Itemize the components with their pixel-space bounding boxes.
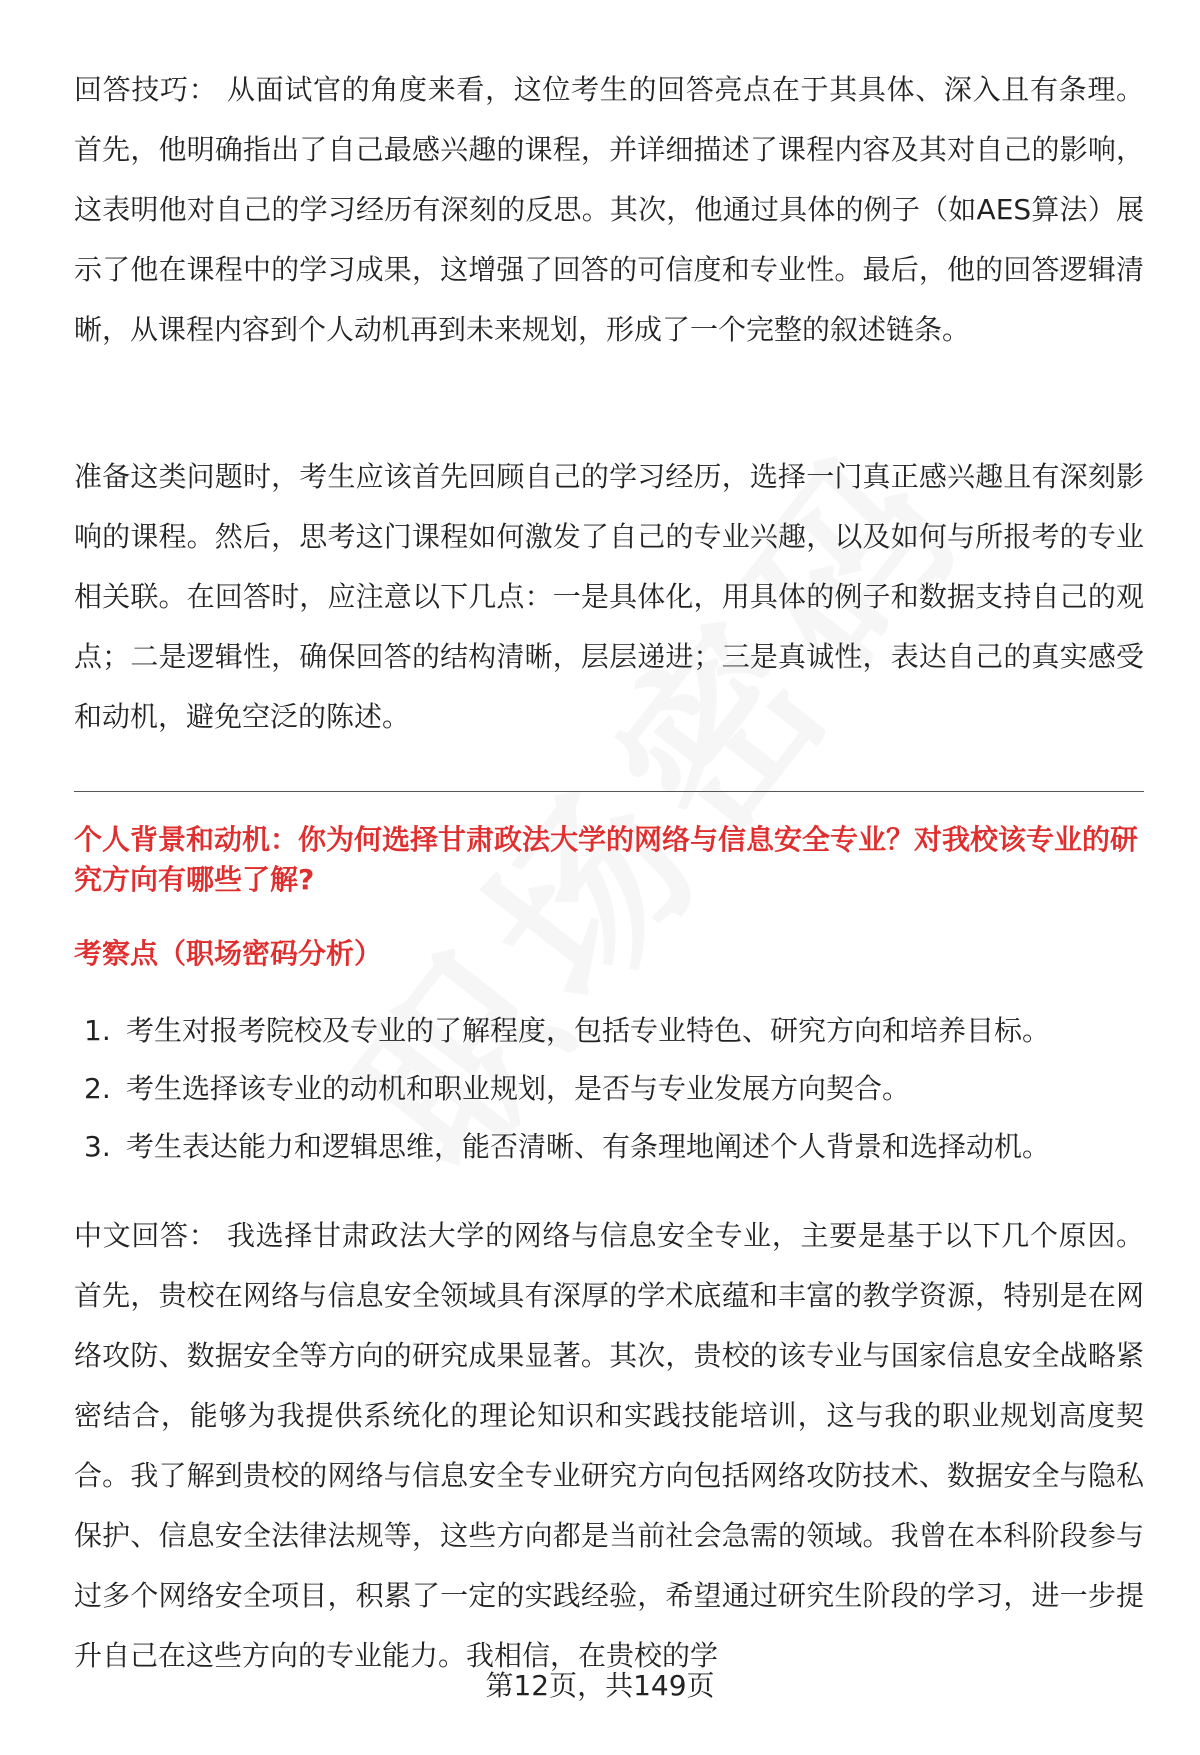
list-item-text: 考生对报考院校及专业的了解程度，包括专业特色、研究方向和培养目标。: [126, 1014, 1051, 1047]
question-heading: 个人背景和动机：你为何选择甘肃政法大学的网络与信息安全专业？对我校该专业的研究方向有哪些了解?: [74, 823, 1139, 896]
list-item: [74, 1118, 1144, 1176]
list-item-text: 考生选择该专业的动机和职业规划，是否与专业发展方向契合。: [126, 1072, 911, 1105]
analysis-heading: 考察点（职场密码分析）: [74, 937, 383, 970]
list-item-number: 3.: [84, 1130, 111, 1163]
list-item: [74, 1060, 1144, 1118]
page-number: 第12页，共149页: [485, 1669, 715, 1702]
list-item-number: 2.: [84, 1072, 111, 1105]
section-divider: [74, 791, 1144, 792]
analysis-points-list: [74, 1002, 1144, 1176]
preparation-advice-paragraph: 准备这类问题时，考生应该首先回顾自己的学习经历，选择一门真正感兴趣且有深刻影响的课程。然后，思考这门课程如何激发了自己的专业兴趣，以及如何与所报考的专业相关联。在回答时，应注意以下几点：一是具体化，用具体的例子和数据支持自己的观点；二是逻辑性，确保回答的结构清晰，层层递进；三是真诚性，表达自己的真实感受和动机，避免空泛的陈述。: [74, 460, 1144, 733]
answer-tips-paragraph: 回答技巧： 从面试官的角度来看，这位考生的回答亮点在于其具体、深入且有条理。首先，他明确指出了自己最感兴趣的课程，并详细描述了课程内容及其对自己的影响，这表明他对自己的学习经历有深刻的反思。其次，他通过具体的例子（如AES算法）展示了他在课程中的学习成果，这增强了回答的可信度和专业性。最后，他的回答逻辑清晰，从课程内容到个人动机再到未来规划，形成了一个完整的叙述链条。: [74, 73, 1144, 346]
list-item-text: 考生表达能力和逻辑思维，能否清晰、有条理地阐述个人背景和选择动机。: [126, 1130, 1051, 1163]
list-item: [74, 1002, 1144, 1060]
list-item-number: 1.: [84, 1014, 111, 1047]
chinese-answer-paragraph: 中文回答： 我选择甘肃政法大学的网络与信息安全专业，主要是基于以下几个原因。首先，贵校在网络与信息安全领域具有深厚的学术底蕴和丰富的教学资源，特别是在网络攻防、数据安全等方向的研究成果显著。其次，贵校的该专业与国家信息安全战略紧密结合，能够为我提供系统化的理论知识和实践技能培训，这与我的职业规划高度契合。我了解到贵校的网络与信息安全专业研究方向包括网络攻防技术、数据安全与隐私保护、信息安全法律法规等，这些方向都是当前社会急需的领域。我曾在本科阶段参与过多个网络安全项目，积累了一定的实践经验，希望通过研究生阶段的学习，进一步提升自己在这些方向的专业能力。我相信，在贵校的学: [74, 1219, 1144, 1672]
